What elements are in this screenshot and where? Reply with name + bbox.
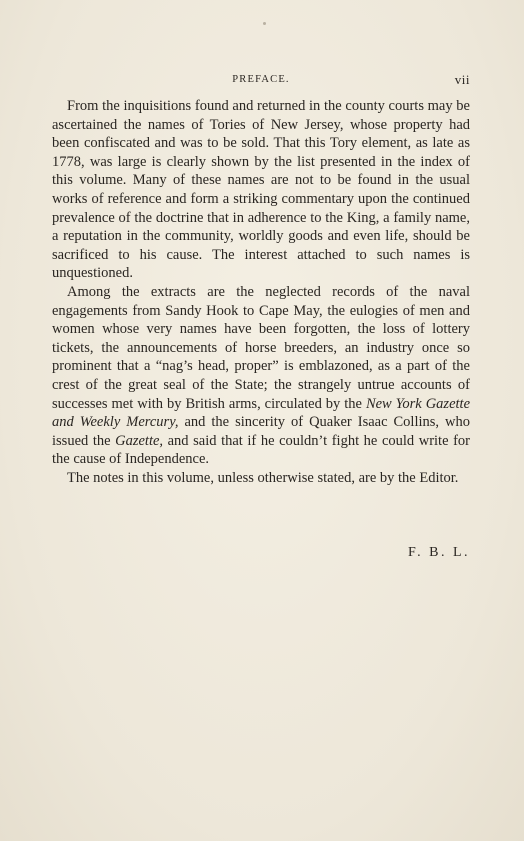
editor-signature: F. B. L. <box>407 545 470 560</box>
paragraph-2 <box>52 283 470 469</box>
newspaper-title-gazette-mercury: New York Gazette and Weekly Mercury, <box>52 395 470 431</box>
page-number: vii <box>454 72 470 87</box>
newspaper-title-gazette: Gazette, <box>115 432 164 449</box>
paper-speck <box>263 22 266 25</box>
running-head <box>52 72 470 88</box>
preface-body <box>52 97 470 487</box>
paragraph-2-text-c: and said that if he couldn’t fight he could write for the cause of Independence. <box>52 432 471 468</box>
paragraph-1-text: From the inquisitions found and returned in the county courts may be ascertained the names of Tories of New Jersey, whose property had been confiscated and was to be sold. That this Tory element, as late as 1778, was large is clearly shown by the list presented in the index of this volume. Many of these names are not to be found in the usual works of reference and form a striking commentary upon the continued prevalence of the doctrine that in adherence to the King, a family name, a reputation in the community, worldly goods and even life, should be sacrificed to his cause. The interest attached to such names is unquestioned. <box>52 98 470 282</box>
paragraph-2-text-b: and the sincerity of Quaker Isaac Collins, who issued the <box>52 414 470 449</box>
paragraph-2-text-a: Among the extracts are the neglected records of the naval engagements from Sandy Hook to Cape May, the eulogies of men and women whose very names have been forgotten, the loss of lottery tickets, the announcements of horse breeders, an industry once so prominent that a “nag’s head, proper” is emblazoned, as a part of the crest of the great seal of the State; the strangely untrue accounts of successes met with by British arms, circulated by the <box>52 283 470 412</box>
paragraph-1 <box>52 97 470 283</box>
running-head-title: PREFACE. <box>232 74 290 85</box>
paragraph-3 <box>52 469 470 488</box>
paragraph-3-text: The notes in this volume, unless otherwise stated, are by the Editor. <box>67 469 459 486</box>
